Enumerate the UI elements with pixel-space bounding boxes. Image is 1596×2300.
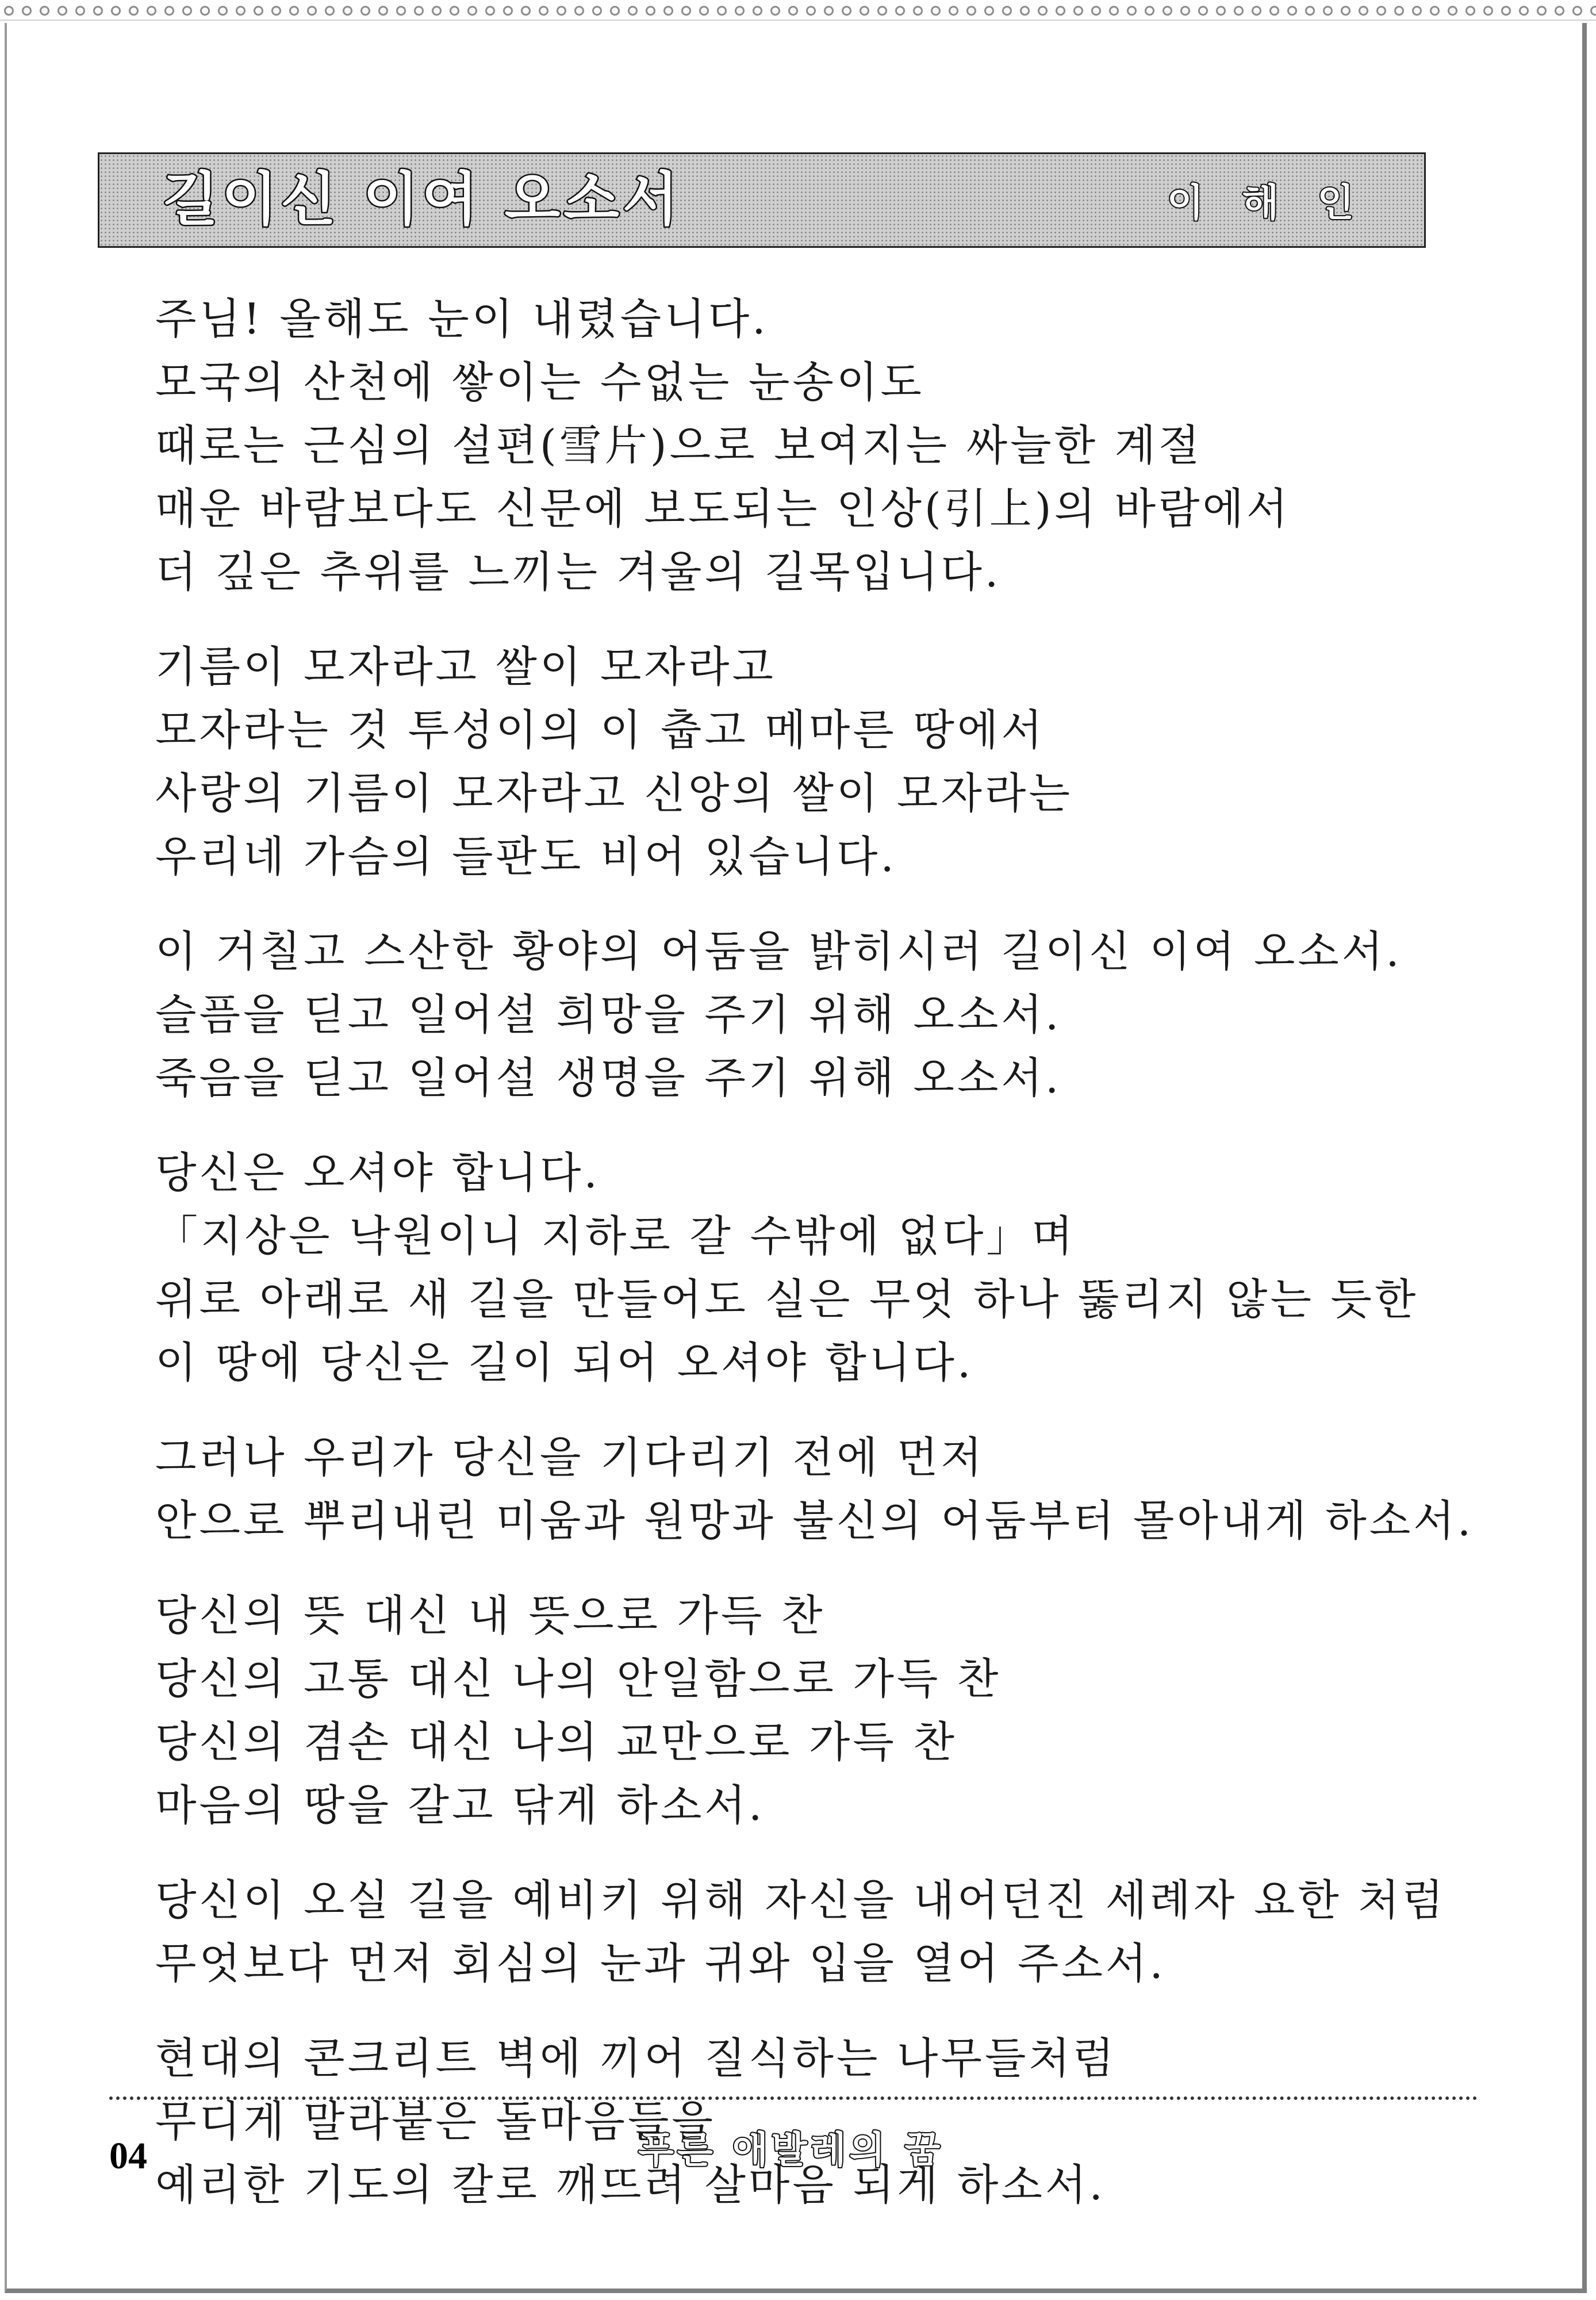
poem-line: 당신의 겸손 대신 나의 교만으로 가득 찬 [155, 1718, 957, 1767]
stanza [155, 1426, 1478, 1552]
poem-line: 위로 아래로 새 길을 만들어도 실은 무엇 하나 뚫리지 않는 듯한 [155, 1275, 1419, 1324]
poem-line: 현대의 콘크리트 벽에 끼어 질식하는 나무들처럼 [155, 2034, 1117, 2083]
poem-line: 우리네 가슴의 들판도 비어 있습니다. [155, 832, 897, 881]
poem-title: 길이신 이여 오소서 [163, 166, 682, 233]
poem-line: 무엇보다 먼저 회심의 눈과 귀와 입을 열어 주소서. [155, 1939, 1166, 1988]
spiral-binding [0, 0, 1596, 21]
poem-line: 마음의 땅을 갈고 닦게 하소서. [155, 1781, 765, 1830]
poem-line: 모국의 산천에 쌓이는 수없는 눈송이도 [155, 358, 924, 407]
stanza [155, 1141, 1478, 1394]
poem-line: 죽음을 딛고 일어설 생명을 주기 위해 오소서. [155, 1053, 1062, 1103]
poem-line: 예리한 기도의 칼로 깨뜨려 살마음 되게 하소서. [155, 2160, 1106, 2210]
poem-line: 사랑의 기름이 모자라고 신앙의 쌀이 모자라는 [155, 769, 1073, 818]
poem-line: 당신의 고통 대신 나의 안일함으로 가득 찬 [155, 1654, 1002, 1704]
book-title: 푸른 애발레의 꿈 [638, 2129, 944, 2172]
title-banner [98, 152, 1426, 248]
poem-line: 주님! 올해도 눈이 내렸습니다. [155, 294, 769, 344]
stanza [155, 1584, 1478, 1837]
poem-line: 모자라는 것 투성이의 이 춥고 메마른 땅에서 [155, 706, 1045, 755]
stanza [155, 288, 1478, 604]
poem-line: 더 깊은 추위를 느끼는 겨울의 길목입니다. [155, 547, 1002, 597]
poem-line: 당신의 뜻 대신 내 뜻으로 가득 찬 [155, 1591, 826, 1640]
page-number: 04 [109, 2135, 147, 2177]
poem-line: 그러나 우리가 당신을 기다리기 전에 먼저 [155, 1433, 985, 1482]
stanza [155, 2027, 1478, 2217]
poem-line: 안으로 뿌리내린 미움과 원망과 불신의 어둠부터 몰아내게 하소서. [155, 1496, 1474, 1546]
poem-line: 슬픔을 딛고 일어설 희망을 주기 위해 오소서. [155, 990, 1062, 1040]
poem-line: 때로는 근심의 설편(雪片)으로 보여지는 싸늘한 계절 [155, 421, 1203, 470]
poem-line: 「지상은 낙원이니 지하로 갈 수밖에 없다」며 [155, 1212, 1076, 1261]
poem-author: 이 해 인 [1167, 181, 1367, 225]
poem-line: 이 땅에 당신은 길이 되어 오셔야 합니다. [155, 1338, 974, 1387]
poem-line: 이 거칠고 스산한 황야의 어둠을 밝히시러 길이신 이여 오소서. [155, 927, 1402, 976]
poem-line: 무디게 말라붙은 돌마음들을 [155, 2097, 716, 2146]
stanza [155, 920, 1478, 1110]
stanza [155, 635, 1478, 888]
footer-divider [109, 2096, 1478, 2100]
poem-line: 매운 바람보다도 신문에 보도되는 인상(引上)의 바람에서 [155, 484, 1291, 534]
poem-body [155, 288, 1478, 2248]
poem-line: 당신은 오셔야 합니다. [155, 1148, 600, 1198]
stanza [155, 1869, 1478, 1995]
poem-line: 당신이 오실 길을 예비키 위해 자신을 내어던진 세례자 요한 처럼 [155, 1876, 1447, 1925]
poem-line: 기름이 모자라고 쌀이 모자라고 [155, 642, 776, 692]
